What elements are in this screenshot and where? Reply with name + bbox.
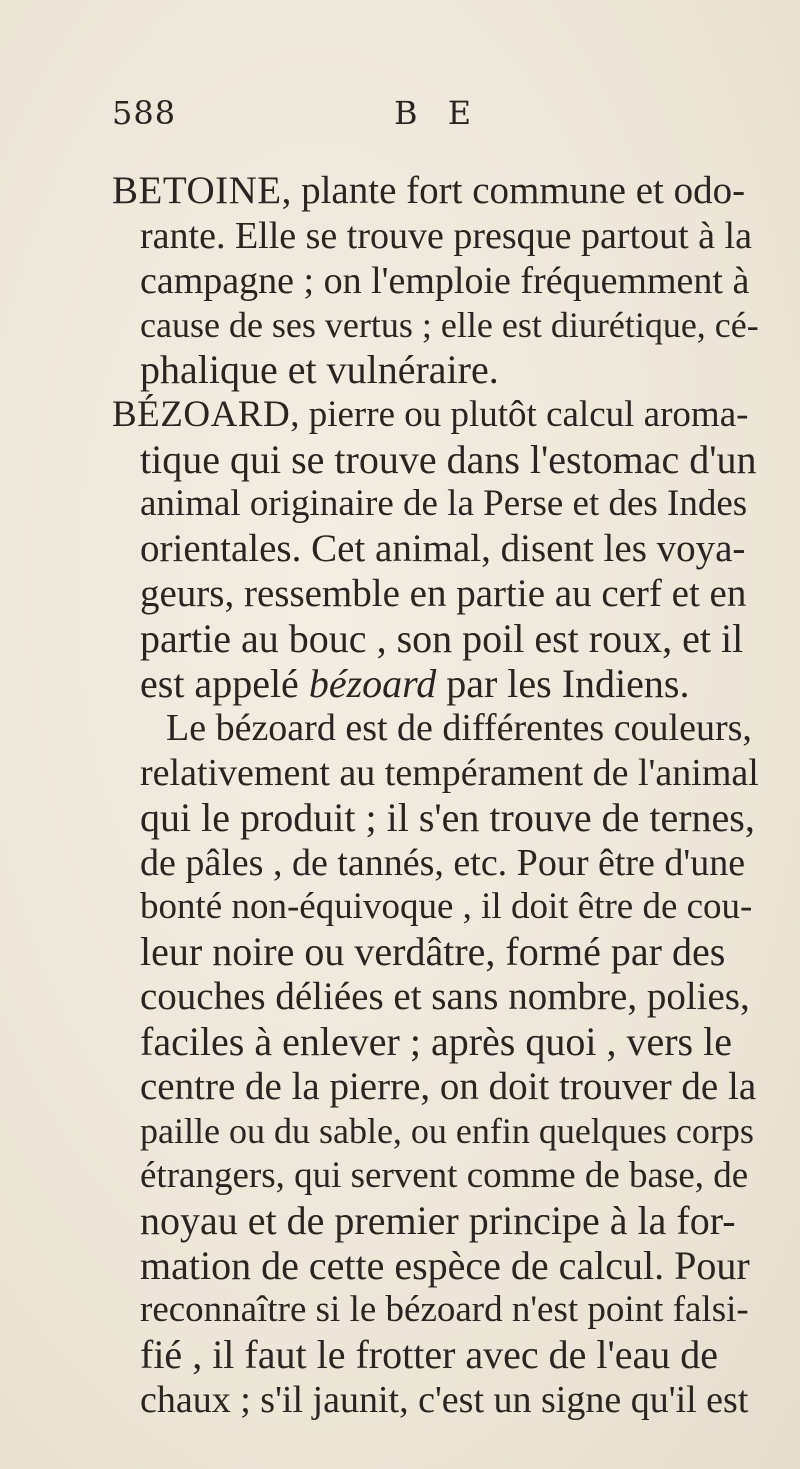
text-line: fié , il faut le frotter avec de l'eau de [140,1332,719,1377]
text-line: mation de cette espèce de calcul. Pour [140,1243,750,1288]
page-number: 588 [112,94,177,132]
text-line: qui le produit ; il s'en trouve de ternes, [140,795,755,840]
text-line: cause de ses vertus ; elle est diurétique, cé- [140,305,759,345]
text-line: chaux ; s'il jaunit, c'est un signe qu'il est [140,1379,749,1421]
text-line: campagne ; on l'emploie fréquemment à [140,260,750,302]
text-line: phalique et vulnéraire. [140,347,499,392]
text-line: étrangers, qui servent comme de base, de [140,1155,749,1196]
italic-term: bézoard [308,661,437,706]
text-span: , plante fort commune et odo- [281,169,746,212]
entry-headword: BÉZOARD [112,394,291,435]
text-line: animal originaire de la Perse et des Indes [140,483,748,524]
text-line: tique qui se trouve dans l'estomac d'un [140,437,757,482]
text-line: leur noire ou verdâtre, formé par des [140,929,726,974]
text-line: Le bézoard est de différentes couleurs, [166,707,752,749]
text-line: de pâles , de tannés, etc. Pour être d'une [140,842,746,884]
text-line [112,166,745,216]
text-line: relativement au tempérament de l'animal [140,752,759,794]
text-line: partie au bouc , son poil est roux, et il [140,616,744,661]
running-head: B E [394,94,482,132]
text-line: faciles à enlever ; après quoi , vers le [140,1019,732,1064]
text-line: bonté non-équivoque , il doit être de cou- [140,886,753,927]
text-line: paille ou du sable, ou enfin quelques corps [140,1111,754,1151]
text-line: reconnaître si le bézoard n'est point falsi- [140,1289,749,1330]
text-line [140,659,689,709]
page-header [112,94,712,146]
text-line: noyau et de premier principe à la for- [140,1198,736,1243]
entry-headword: BETOINE [112,169,282,212]
text-line: rante. Elle se trouve presque partout à la [140,215,752,257]
text-line: geurs, ressemble en partie au cerf et en [140,572,747,615]
text-line [112,390,748,440]
text-line: centre de la pierre, on doit trouver de la [140,1065,757,1108]
text-span: par les Indiens. [436,661,690,706]
text-line: couches déliées et sans nombre, polies, [140,975,750,1018]
text-span: est appelé [140,661,309,706]
text-span: , pierre ou plutôt calcul aroma- [290,394,749,435]
text-line: orientales. Cet animal, disent les voya- [140,527,746,570]
